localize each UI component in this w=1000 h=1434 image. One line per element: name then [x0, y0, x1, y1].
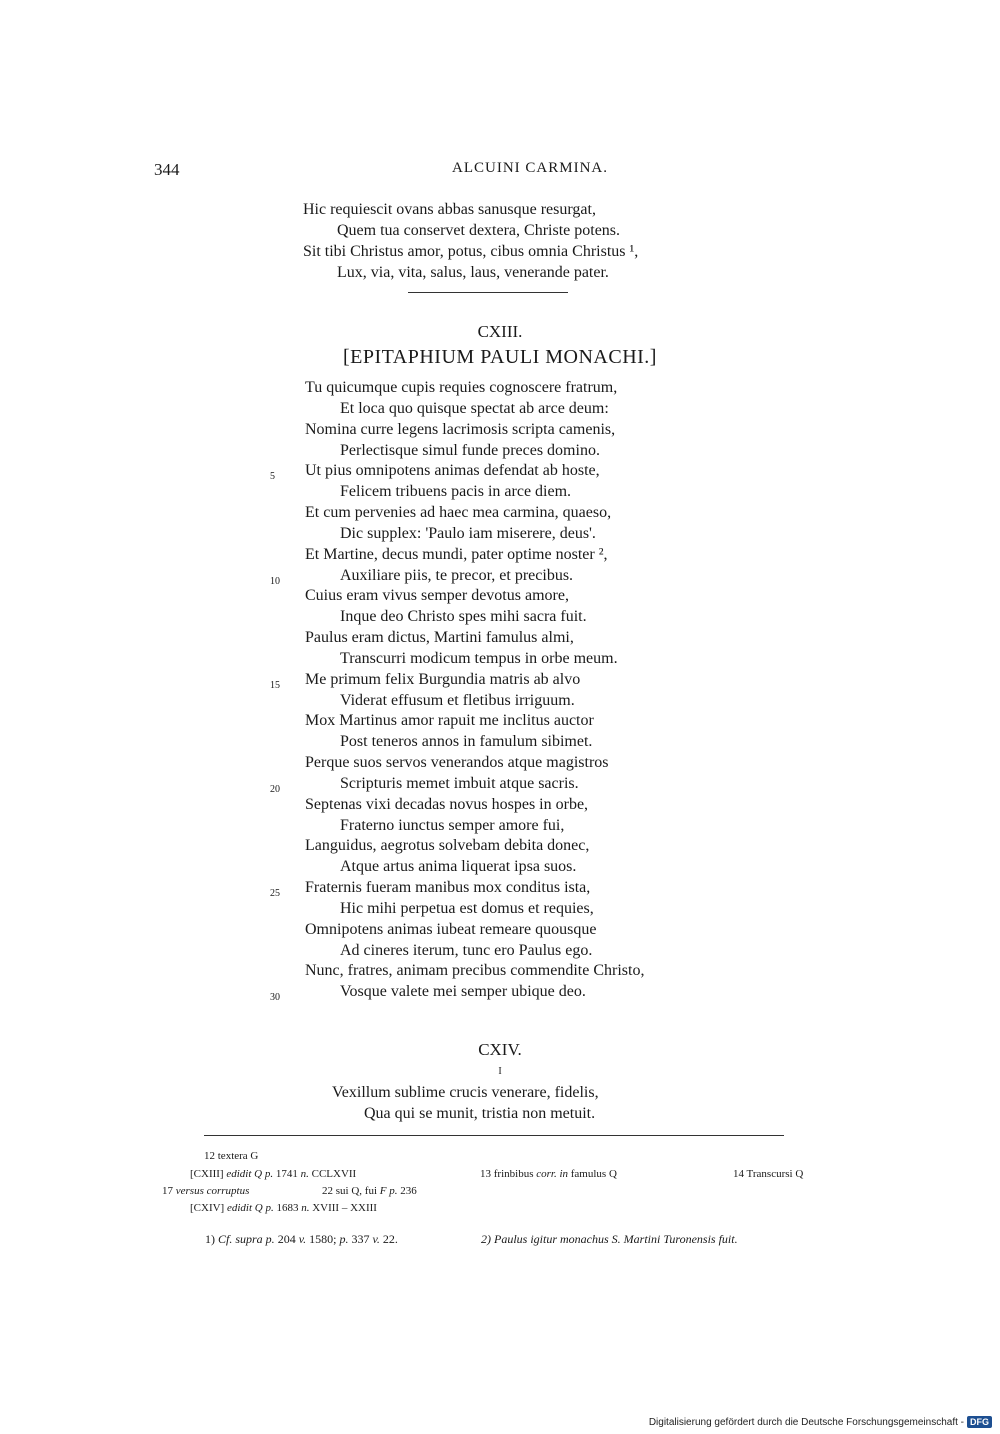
verse-line: Scripturis memet imbuit atque sacris.	[340, 775, 579, 792]
verse-line: Fraterno iunctus semper amore fui,	[340, 817, 565, 834]
credit-text: Digitalisierung gefördert durch die Deutsche Forschungsgemeinschaft -	[648, 1416, 964, 1428]
verse-line: Sit tibi Christus amor, potus, cibus omnia Christus ¹,	[303, 243, 639, 260]
line-number: 20	[270, 784, 280, 795]
line-number: 10	[270, 576, 280, 587]
verse-line: Hic mihi perpetua est domus et requies,	[340, 900, 594, 917]
verse-line: Atque artus anima liquerat ipsa suos.	[340, 858, 577, 875]
line-number: 30	[270, 992, 280, 1003]
verse-line: Nomina curre legens lacrimosis scripta camenis,	[305, 421, 616, 438]
verse-line: Septenas vixi decadas novus hospes in orbe,	[305, 796, 589, 813]
verse-line: Hic requiescit ovans abbas sanusque resurgat,	[303, 201, 596, 218]
apparatus-entry: [CXIV] edidit Q p. 1683 n. XVIII – XXIII	[190, 1202, 377, 1214]
verse-line: Vosque valete mei semper ubique deo.	[340, 983, 586, 1000]
verse-line: Languidus, aegrotus solvebam debita donec,	[305, 837, 590, 854]
verse-line: Cuius eram vivus semper devotus amore,	[305, 587, 569, 604]
poem-number: CXIII.	[477, 322, 523, 341]
verse-line: Et cum pervenies ad haec mea carmina, quaeso,	[305, 504, 612, 521]
verse-line: Me primum felix Burgundia matris ab alvo	[305, 671, 581, 688]
verse-line: Qua qui se munit, tristia non metuit.	[364, 1105, 596, 1122]
verse-line: Fraternis fueram manibus mox conditus ista,	[305, 879, 591, 896]
running-title: ALCUINI CARMINA.	[452, 160, 608, 176]
verse-line: Perque suos servos venerandos atque magistros	[305, 754, 609, 771]
part-number: I	[498, 1066, 502, 1077]
verse-line: Quem tua conservet dextera, Christe potens.	[337, 222, 621, 239]
verse-line: Transcurri modicum tempus in orbe meum.	[340, 650, 618, 667]
apparatus-entry: 13 frinbibus corr. in famulus Q	[480, 1168, 617, 1180]
verse-line: Paulus eram dictus, Martini famulus almi,	[305, 629, 574, 646]
apparatus-entry: [CXIII] edidit Q p. 1741 n. CCLXVII	[190, 1168, 357, 1180]
apparatus-entry: 17 versus corruptus	[162, 1185, 250, 1197]
page-number: 344	[154, 160, 180, 179]
verse-line: Et loca quo quisque spectat ab arce deum:	[340, 400, 609, 417]
verse-line: Tu quicumque cupis requies cognoscere fratrum,	[305, 379, 618, 396]
footnote-1: 1) Cf. supra p. 204 v. 1580; p. 337 v. 22.	[205, 1232, 398, 1246]
verse-line: Nunc, fratres, animam precibus commendite Christo,	[305, 962, 645, 979]
apparatus-entry: 22 sui Q, fui F p. 236	[322, 1185, 417, 1197]
verse-line: Omnipotens animas iubeat remeare quousque	[305, 921, 597, 938]
verse-line: Viderat effusum et fletibus irriguum.	[340, 692, 575, 709]
verse-line: Auxiliare piis, te precor, et precibus.	[340, 567, 574, 584]
poem-number: CXIV.	[478, 1040, 522, 1059]
line-number: 15	[270, 680, 280, 691]
footnote-2: 2) Paulus igitur monachus S. Martini Turonensis fuit.	[481, 1232, 738, 1246]
verse-line: Felicem tribuens pacis in arce diem.	[340, 483, 572, 500]
digitization-credit	[649, 1416, 992, 1428]
line-number: 25	[270, 888, 280, 899]
verse-line: Inque deo Christo spes mihi sacra fuit.	[340, 608, 587, 625]
verse-line: Lux, via, vita, salus, laus, venerande pater.	[337, 264, 609, 281]
verse-line: Et Martine, decus mundi, pater optime noster ²,	[305, 546, 608, 563]
verse-line: Mox Martinus amor rapuit me inclitus auctor	[305, 712, 594, 729]
poem-title: [EPITAPHIUM PAULI MONACHI.]	[343, 346, 657, 368]
verse-line: Ut pius omnipotens animas defendat ab hoste,	[305, 462, 600, 479]
verse-line: Vexillum sublime crucis venerare, fidelis,	[332, 1084, 599, 1101]
verse-line: Ad cineres iterum, tunc ero Paulus ego.	[340, 942, 593, 959]
verse-line: Dic supplex: 'Paulo iam miserere, deus'.	[340, 525, 596, 542]
apparatus-entry: 14 Transcursi Q	[733, 1168, 804, 1180]
verse-line: Post teneros annos in famulum sibimet.	[340, 733, 593, 750]
verse-line: Perlectisque simul funde preces domino.	[340, 442, 600, 459]
dfg-logo-icon: DFG	[967, 1416, 992, 1428]
apparatus-entry: 12 textera G	[204, 1150, 259, 1162]
line-number: 5	[270, 471, 275, 482]
footnote-rule	[204, 1135, 784, 1136]
section-divider	[408, 292, 568, 293]
